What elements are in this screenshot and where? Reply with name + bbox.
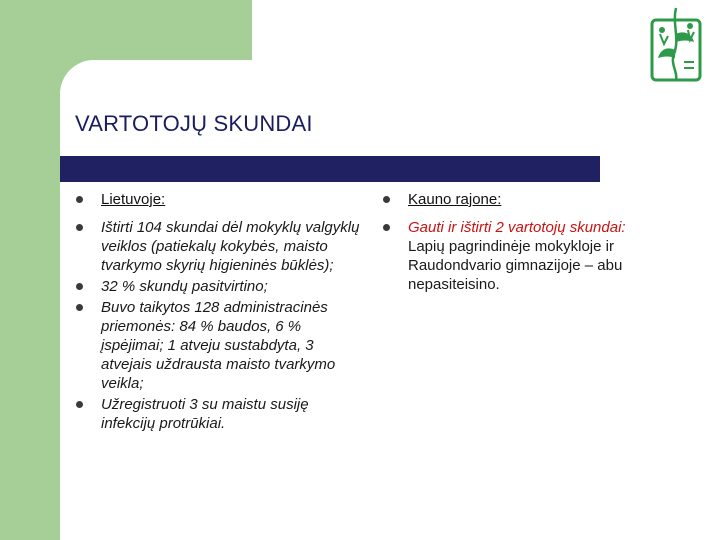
bullet-icon (383, 196, 390, 203)
list-item (76, 298, 366, 393)
bullet-icon (76, 283, 83, 290)
list-item (76, 218, 366, 275)
left-heading: Lietuvoje: (101, 191, 166, 208)
list-item (76, 190, 366, 209)
school-emblem-icon (648, 4, 704, 84)
slide-title: VARTOTOJŲ SKUNDAI (75, 111, 313, 136)
list-item (383, 190, 683, 209)
right-bullet-list (383, 190, 683, 294)
list-item (76, 395, 366, 433)
left-item-text: Ištirti 104 skundai dėl mokyklų valgyklų veiklos (patiekalų kokybės, maisto tvarkymo skyrių higieninės būklės); (101, 219, 360, 274)
left-item-text: 32 % skundų pasitvirtino; (101, 278, 268, 295)
bullet-icon (76, 224, 83, 231)
right-highlight-text: Gauti ir ištirti 2 vartotojų skundai: (408, 219, 626, 236)
list-item (383, 218, 683, 294)
list-item (76, 277, 366, 296)
left-bullet-list (76, 190, 366, 433)
bullet-icon (76, 304, 83, 311)
right-heading: Kauno rajone: (408, 191, 502, 208)
right-detail-text: Lapių pagrindinėje mokykloje ir Raudondvario gimnazijoje – abu nepasiteisino. (408, 238, 623, 293)
bullet-icon (76, 196, 83, 203)
bullet-icon (383, 224, 390, 231)
right-column (383, 190, 683, 296)
bullet-icon (76, 401, 83, 408)
left-column (76, 190, 366, 435)
left-item-text: Užregistruoti 3 su maistu susiję infekcijų protrūkiai. (101, 396, 309, 432)
title-underline-bar (60, 156, 600, 182)
left-item-text: Buvo taikytos 128 administracinės priemonės: 84 % baudos, 6 % įspėjimai; 1 atveju sustabdyta, 3 atvejais uždrausta maisto tvarkymo veikla; (101, 299, 336, 392)
